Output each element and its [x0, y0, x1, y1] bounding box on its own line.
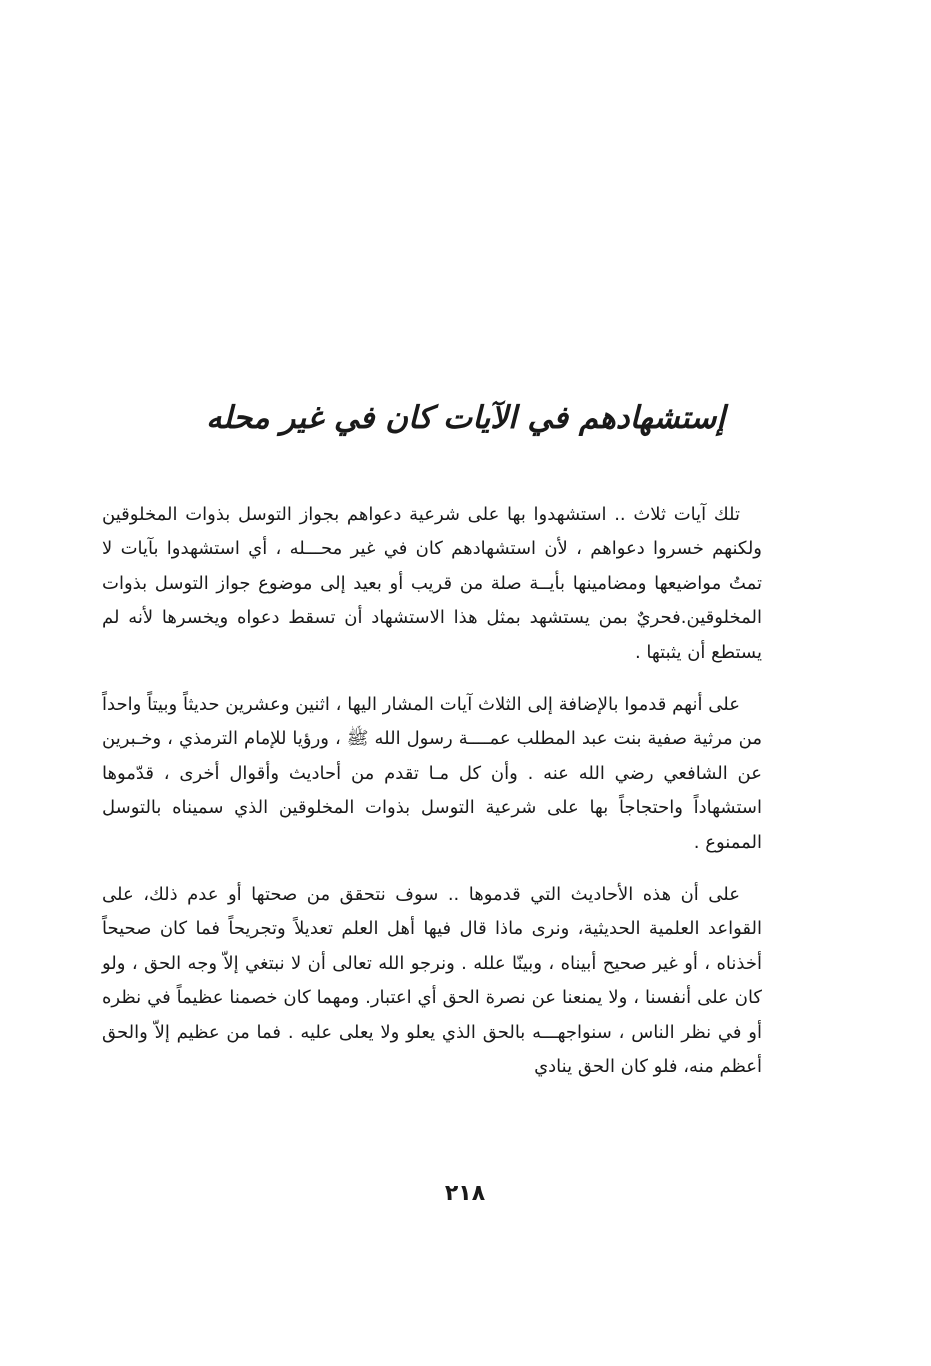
paragraph-2: على أنهم قدموا بالإضافة إلى الثلاث آيات المشار اليها ، اثنين وعشرين حديثاً وبيتاً واحداً من مرثية صفية بنت عبد المطلب عمــــة رسول الله ﷺ ، ورؤيا للإمام الترمذي ، وخـبرين عن الشافعي رضي الله عنه . وأن كل مـا تقدم من أحاديث وأقوال أخرى ، قدّموها استشهاداً واحتجاجاً بها على شرعية التوسل بذوات المخلوقين الذي سميناه بالتوسل الممنوع . [102, 694, 762, 853]
page-number: ٢١٨ [444, 1181, 486, 1206]
body-text [102, 498, 762, 1103]
chapter-title: إستشهادهم في الآيات كان في غير محله [206, 400, 725, 436]
paragraph-1: تلك آيات ثلاث .. استشهدوا بها على شرعية دعواهم بجواز التوسل بذوات المخلوقين ولكنهم خسروا دعواهم ، لأن استشهادهم كان في غير محـــله ، أي استشهدوا بآيات لا تمتُ مواضيعها ومضامينها بأيــة صلة من قريب أو بعيد إلى موضوع جواز التوسل بذوات المخلوقين.فحريٌ بمن يستشهد بمثل هذا الاستشهاد أن تسقط دعواه ويخسرها لأنه لم يستطع أن يثبتها . [102, 504, 762, 663]
paragraph-3: على أن هذه الأحاديث التي قدموها .. سوف نتحقق من صحتها أو عدم ذلك، على القواعد العلمية الحديثية، ونرى ماذا قال فيها أهل العلم تعديلاً وتجريحاً فما كان صحيحاً أخذناه ، أو غير صحيح أبيناه ، وبينّا علله . ونرجو الله تعالى أن لا نبتغي إلاّ وجه الحق ، ولو كان على أنفسنا ، ولا يمنعنا عن نصرة الحق أي اعتبار. ومهما كان خصمنا عظيماً في نظره أو في نظر الناس ، سنواجهـــه بالحق الذي يعلو ولا يعلى عليه . فما من عظيم إلاّ والحق أعظم منه، فلو كان الحق ينادي [102, 884, 762, 1078]
